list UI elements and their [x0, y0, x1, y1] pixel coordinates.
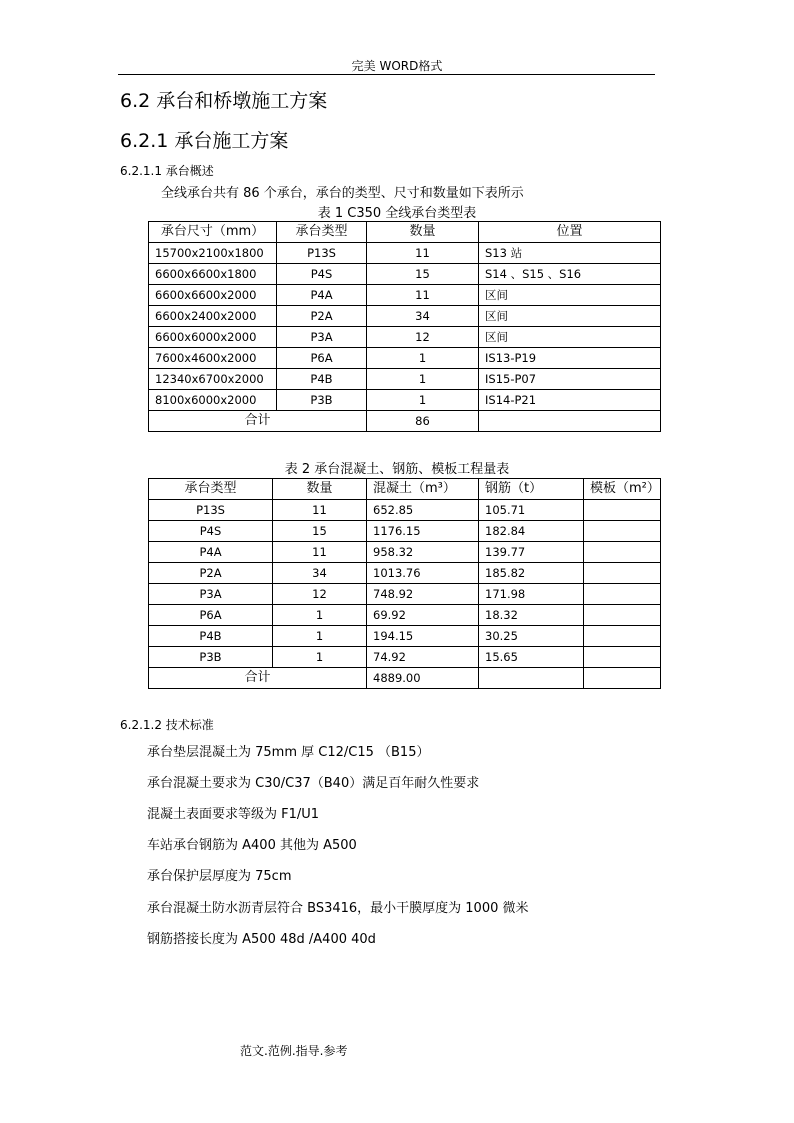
total-value: 86 [367, 411, 479, 432]
table-cell: 区间 [479, 306, 661, 327]
table-header-row [149, 479, 661, 500]
heading-6-2-1-1: 6.2.1.1 承台概述 [120, 164, 214, 178]
table-cell: 18.32 [479, 605, 584, 626]
table-row [149, 243, 661, 264]
table-cell: P4A [149, 542, 273, 563]
table-row [149, 348, 661, 369]
table-cell: P3B [277, 390, 367, 411]
table-cell: 1 [273, 647, 367, 668]
table-header-cell: 数量 [273, 479, 367, 500]
table-cell: 6600x6600x2000 [149, 285, 277, 306]
table-row [149, 584, 661, 605]
table-cell: S13 站 [479, 243, 661, 264]
table-cell: 74.92 [367, 647, 479, 668]
heading-6-2: 6.2 承台和桥墩施工方案 [120, 90, 328, 112]
table-cell: P3B [149, 647, 273, 668]
table-header-cell: 模板（m²） [584, 479, 661, 500]
table-cell [479, 411, 661, 432]
table-cell: P4B [149, 626, 273, 647]
table-row [149, 605, 661, 626]
table-cell: 139.77 [479, 542, 584, 563]
table-header-cell: 承台类型 [277, 222, 367, 243]
table-cell: IS15-P07 [479, 369, 661, 390]
table-cell: 7600x4600x2000 [149, 348, 277, 369]
table1 [148, 221, 661, 432]
table-row [149, 264, 661, 285]
table-cell: 1176.15 [367, 521, 479, 542]
table-cell: 区间 [479, 327, 661, 348]
table-cell: 30.25 [479, 626, 584, 647]
table-cell: P3A [277, 327, 367, 348]
standard-item: 承台混凝土防水沥青层符合 BS3416，最小干膜厚度为 1000 微米 [147, 901, 529, 916]
table-cell: 区间 [479, 285, 661, 306]
table-cell: P13S [149, 500, 273, 521]
table-cell: 11 [273, 500, 367, 521]
table-header-cell: 钢筋（t） [479, 479, 584, 500]
table-cell: 15 [367, 264, 479, 285]
standard-item: 承台保护层厚度为 75cm [147, 869, 292, 884]
table-header-cell: 位置 [479, 222, 661, 243]
table-cell: 12 [273, 584, 367, 605]
table-cell: 6600x6000x2000 [149, 327, 277, 348]
table-row [149, 647, 661, 668]
total-label: 合计 [149, 411, 367, 432]
table-cell: 182.84 [479, 521, 584, 542]
table2 [148, 478, 661, 689]
table-cell: 8100x6000x2000 [149, 390, 277, 411]
table-cell [584, 626, 661, 647]
table-cell: P2A [277, 306, 367, 327]
table-row [149, 542, 661, 563]
table-header-cell: 混凝土（m³） [367, 479, 479, 500]
table-header-row [149, 222, 661, 243]
table-cell: P4S [149, 521, 273, 542]
table-cell: 171.98 [479, 584, 584, 605]
table-cell: 652.85 [367, 500, 479, 521]
table-cell [584, 563, 661, 584]
table-cell: P4A [277, 285, 367, 306]
table-cell [584, 542, 661, 563]
table-header-cell: 承台尺寸（mm） [149, 222, 277, 243]
total-label: 合计 [149, 668, 367, 689]
standard-item: 混凝土表面要求等级为 F1/U1 [147, 807, 320, 822]
table-cell: S14 、S15 、S16 [479, 264, 661, 285]
table-cell: 105.71 [479, 500, 584, 521]
table-cell: 69.92 [367, 605, 479, 626]
heading-6-2-1-2: 6.2.1.2 技术标准 [120, 718, 214, 732]
standard-item: 承台垫层混凝土为 75mm 厚 C12/C15 （B15） [147, 745, 430, 760]
table-row [149, 327, 661, 348]
table-cell: 15700x2100x1800 [149, 243, 277, 264]
table-row [149, 285, 661, 306]
table-cell: P3A [149, 584, 273, 605]
header-rule [118, 74, 655, 75]
table-cell: 6600x6600x1800 [149, 264, 277, 285]
table-cell [584, 521, 661, 542]
table-cell: 194.15 [367, 626, 479, 647]
standard-item: 车站承台钢筋为 A400 其他为 A500 [147, 838, 357, 853]
intro-paragraph: 全线承台共有 86 个承台，承台的类型、尺寸和数量如下表所示 [161, 186, 524, 201]
table-cell: 1 [273, 605, 367, 626]
table-cell: 11 [273, 542, 367, 563]
page-footer: 范文.范例.指导.参考 [240, 1044, 348, 1058]
table2-caption: 表 2 承台混凝土、钢筋、模板工程量表 [284, 462, 510, 477]
page-header: 完美 WORD格式 [351, 59, 443, 73]
table-cell: 748.92 [367, 584, 479, 605]
standard-item: 承台混凝土要求为 C30/C37（B40）满足百年耐久性要求 [147, 776, 480, 791]
table-cell: 1 [367, 348, 479, 369]
table-total-row [149, 411, 661, 432]
table-cell: 6600x2400x2000 [149, 306, 277, 327]
table-cell [584, 647, 661, 668]
table-cell [584, 605, 661, 626]
table-row [149, 369, 661, 390]
table-cell: P4B [277, 369, 367, 390]
table-cell: 1 [367, 390, 479, 411]
table-cell: IS14-P21 [479, 390, 661, 411]
total-value: 4889.00 [367, 668, 479, 689]
table-cell: P6A [277, 348, 367, 369]
table-header-cell: 承台类型 [149, 479, 273, 500]
table-cell: 11 [367, 285, 479, 306]
table-header-cell: 数量 [367, 222, 479, 243]
table-cell: P2A [149, 563, 273, 584]
table-cell: 11 [367, 243, 479, 264]
table-cell: P4S [277, 264, 367, 285]
table-row [149, 563, 661, 584]
table-cell: 15.65 [479, 647, 584, 668]
table1-caption: 表 1 C350 全线承台类型表 [317, 206, 477, 221]
table-cell: 185.82 [479, 563, 584, 584]
standard-item: 钢筋搭接长度为 A500 48d /A400 40d [147, 932, 376, 947]
table-row [149, 521, 661, 542]
table-cell: 12340x6700x2000 [149, 369, 277, 390]
table-cell: P13S [277, 243, 367, 264]
table-cell: 34 [367, 306, 479, 327]
table-row [149, 500, 661, 521]
table-cell [584, 668, 661, 689]
table-cell: 1013.76 [367, 563, 479, 584]
table-cell: 958.32 [367, 542, 479, 563]
table-row [149, 306, 661, 327]
table-cell: 34 [273, 563, 367, 584]
table-cell: P6A [149, 605, 273, 626]
heading-6-2-1: 6.2.1 承台施工方案 [120, 130, 289, 152]
table-cell: 1 [367, 369, 479, 390]
table-cell [584, 500, 661, 521]
table-cell: 1 [273, 626, 367, 647]
table-row [149, 626, 661, 647]
table-total-row [149, 668, 661, 689]
table-cell: IS13-P19 [479, 348, 661, 369]
table-cell [584, 584, 661, 605]
table-cell: 12 [367, 327, 479, 348]
table-row [149, 390, 661, 411]
table-cell: 15 [273, 521, 367, 542]
table-cell [479, 668, 584, 689]
